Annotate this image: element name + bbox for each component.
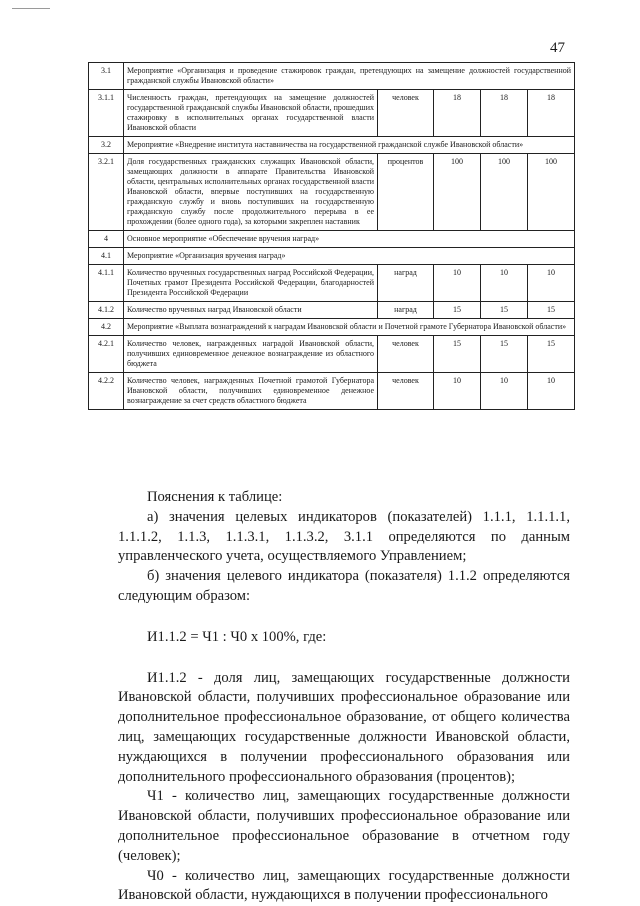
table-row <box>89 154 575 231</box>
row-text: Количество человек, награжденных Почетной грамотой Губернатора Ивановской области, получивших единовременное денежное вознаграждение за счет средств областного бюджета <box>124 373 378 410</box>
row-text: Количество врученных государственных наград Российской Федерации, Почетных грамот Президента Российской Федерации, благодарностей Президента Российской Федерации <box>124 265 378 302</box>
row-text: Мероприятие «Выплата вознаграждений к наградам Ивановской области и Почетной грамоте Губернатора Ивановской области» <box>124 319 575 336</box>
row-number: 4.1 <box>89 248 124 265</box>
row-number: 4.1.2 <box>89 302 124 319</box>
table-row <box>89 137 575 154</box>
row-number: 4.1.1 <box>89 265 124 302</box>
definition-ch1: Ч1 - количество лиц, замещающих государственные должности Ивановской области, получивших профессиональное образование или дополнительное профессиональное образование в отчетном году (человек); <box>118 788 570 864</box>
row-text: Количество врученных наград Ивановской области <box>124 302 378 319</box>
row-value: 15 <box>481 302 528 319</box>
row-value: 15 <box>434 302 481 319</box>
row-text: Мероприятие «Внедрение института наставничества на государственной гражданской службе Ивановской области» <box>124 137 575 154</box>
row-value: 15 <box>528 336 575 373</box>
table-row <box>89 265 575 302</box>
table-row <box>89 90 575 137</box>
top-rule <box>12 8 50 9</box>
indicators-table <box>88 62 575 410</box>
row-number: 4 <box>89 231 124 248</box>
table-notes <box>118 488 570 906</box>
page-number: 47 <box>550 40 565 56</box>
row-unit: наград <box>378 302 434 319</box>
definition-ch0: Ч0 - количество лиц, замещающих государственные должности Ивановской области, нуждающихся в получении профессионального <box>118 867 570 904</box>
row-text: Количество человек, награжденных наградой Ивановской области, получивших единовременное денежное вознаграждение из областного бюджета <box>124 336 378 373</box>
row-text: Мероприятие «Организация и проведение стажировок граждан, претендующих на замещение должностей государственной гражданской службы Ивановской области» <box>124 63 575 90</box>
table-row <box>89 336 575 373</box>
row-value: 10 <box>528 265 575 302</box>
table-row <box>89 373 575 410</box>
row-text: Мероприятие «Организация вручения наград» <box>124 248 575 265</box>
row-value: 10 <box>481 373 528 410</box>
row-number: 3.2.1 <box>89 154 124 231</box>
row-number: 4.2.1 <box>89 336 124 373</box>
row-unit: процентов <box>378 154 434 231</box>
definition-i112: И1.1.2 - доля лиц, замещающих государственные должности Ивановской области, получивших профессиональное образование или дополнительное профессиональное образование, от общего количества лиц, замещающих государственные должности Ивановской области, нуждающихся в получении профессионального образования или дополнительного профессионального образования (процентов); <box>118 669 570 785</box>
table-row <box>89 63 575 90</box>
row-value: 18 <box>481 90 528 137</box>
row-value: 100 <box>528 154 575 231</box>
row-unit: человек <box>378 373 434 410</box>
row-text: Доля государственных гражданских служащих Ивановской области, замещающих должности в аппарате Правительства Ивановской области, центральных исполнительных органах государственной власти Ивановской области, впервые поступивших на государственную гражданскую службу и вновь поступивших на государственную гражданскую службу после продолжительного перерыва в ее прохождении (более одного года), за которыми закреплен наставник <box>124 154 378 231</box>
row-value: 18 <box>434 90 481 137</box>
row-value: 15 <box>528 302 575 319</box>
note-item-b: б) значения целевого индикатора (показателя) 1.1.2 определяются следующим образом: <box>118 568 570 604</box>
row-value: 18 <box>528 90 575 137</box>
row-value: 100 <box>481 154 528 231</box>
formula: И1.1.2 = Ч1 : Ч0 х 100%, где: <box>147 628 327 645</box>
table-row <box>89 231 575 248</box>
row-number: 3.2 <box>89 137 124 154</box>
row-text: Численность граждан, претендующих на замещение должностей государственной гражданской службы Ивановской области, прошедших стажировку в исполнительных органах государственной власти Ивановской области <box>124 90 378 137</box>
row-unit: человек <box>378 336 434 373</box>
row-text: Основное мероприятие «Обеспечение вручения наград» <box>124 231 575 248</box>
note-item-a: а) значения целевых индикаторов (показателей) 1.1.1, 1.1.1.1, 1.1.1.2, 1.1.3, 1.1.3.1, 1.1.3.2, 3.1.1 определяются по данным управленческого учета, осуществляемого Управлением; <box>118 508 570 565</box>
row-value: 15 <box>434 336 481 373</box>
row-number: 3.1.1 <box>89 90 124 137</box>
row-value: 10 <box>434 265 481 302</box>
table-row <box>89 319 575 336</box>
row-number: 4.2 <box>89 319 124 336</box>
table-row <box>89 248 575 265</box>
row-unit: наград <box>378 265 434 302</box>
row-value: 10 <box>434 373 481 410</box>
row-number: 3.1 <box>89 63 124 90</box>
table-row <box>89 302 575 319</box>
notes-heading: Пояснения к таблице: <box>147 489 283 505</box>
row-value: 15 <box>481 336 528 373</box>
row-value: 10 <box>528 373 575 410</box>
row-number: 4.2.2 <box>89 373 124 410</box>
row-unit: человек <box>378 90 434 137</box>
row-value: 100 <box>434 154 481 231</box>
row-value: 10 <box>481 265 528 302</box>
